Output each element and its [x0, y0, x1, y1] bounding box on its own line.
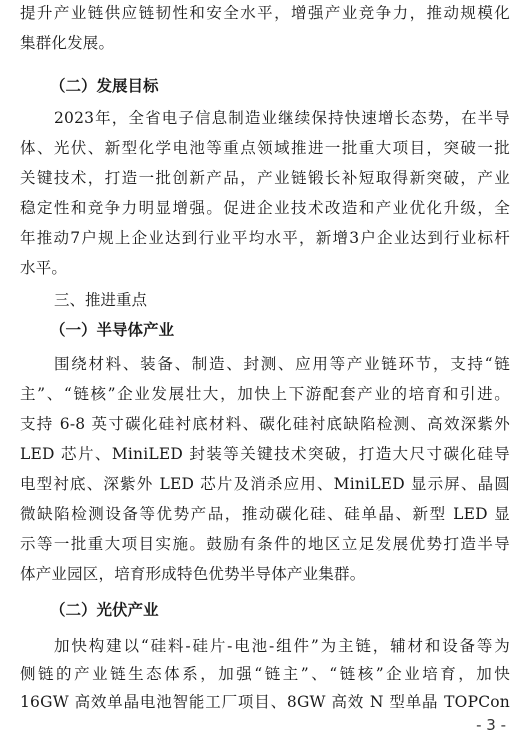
body-text-line: 提升产业链供应链韧性和安全水平，增强产业竞争力，推动规模化: [20, 4, 510, 22]
body-text-line: 体产业园区，培育形成特色优势半导体产业集群。: [20, 565, 366, 583]
body-text-line: 支持 6-8 英寸碳化硅衬底材料、碳化硅衬底缺陷检测、高效深紫外: [20, 415, 510, 433]
body-text-line: 电型衬底、深紫外 LED 芯片及消杀应用、MiniLED 显示屏、晶圆: [20, 475, 510, 493]
subsection-heading-semiconductor: （一）半导体产业: [50, 320, 175, 339]
body-text-line: 关键技术，打造一批创新产品，产业链锻长补短取得新突破，产业: [20, 169, 510, 187]
body-text-line: 微缺陷检测设备等优势产品，推动碳化硅、硅单晶、新型 LED 显: [20, 505, 510, 523]
body-text-line: 侧链的产业链生态体系，加强“链主”、“链核”企业培育，加快: [20, 665, 510, 683]
body-text-line: 水平。: [20, 259, 68, 277]
body-text-line: 集群化发展。: [20, 34, 115, 52]
section-heading-key-tasks: 三、推进重点: [54, 291, 148, 309]
body-text-line: 16GW 高效单晶电池智能工厂项目、8GW 高效 N 型单晶 TOPCon: [20, 693, 510, 711]
body-text-line: 稳定性和竞争力明显增强。促进企业技术改造和产业优化升级，全: [20, 199, 510, 217]
subsection-heading-pv: （二）光伏产业: [50, 600, 159, 619]
body-text-line: 体、光伏、新型化学电池等重点领域推进一批重大项目，突破一批: [20, 139, 510, 157]
body-text-line: 加快构建以“硅料-硅片-电池-组件”为主链，辅材和设备等为: [54, 637, 510, 655]
body-text-line: 2023年，全省电子信息制造业继续保持快速增长态势，在半导: [54, 109, 510, 127]
body-text-line: LED 芯片、MiniLED 封装等关键技术突破，打造大尺寸碳化硅导: [20, 445, 510, 463]
page-number: - 3 -: [476, 716, 506, 734]
body-text-line: 年推动7户规上企业达到行业平均水平，新增3户企业达到行业标杆: [20, 229, 510, 247]
body-text-line: 围绕材料、装备、制造、封测、应用等产业链环节，支持“链: [54, 355, 510, 373]
section-heading-goals: （二）发展目标: [50, 76, 159, 95]
body-text-line: 示等一批重大项目实施。鼓励有条件的地区立足发展优势打造半导: [20, 535, 510, 553]
body-text-line: 主”、“链核”企业发展壮大，加快上下游配套产业的培育和引进。: [20, 385, 510, 403]
